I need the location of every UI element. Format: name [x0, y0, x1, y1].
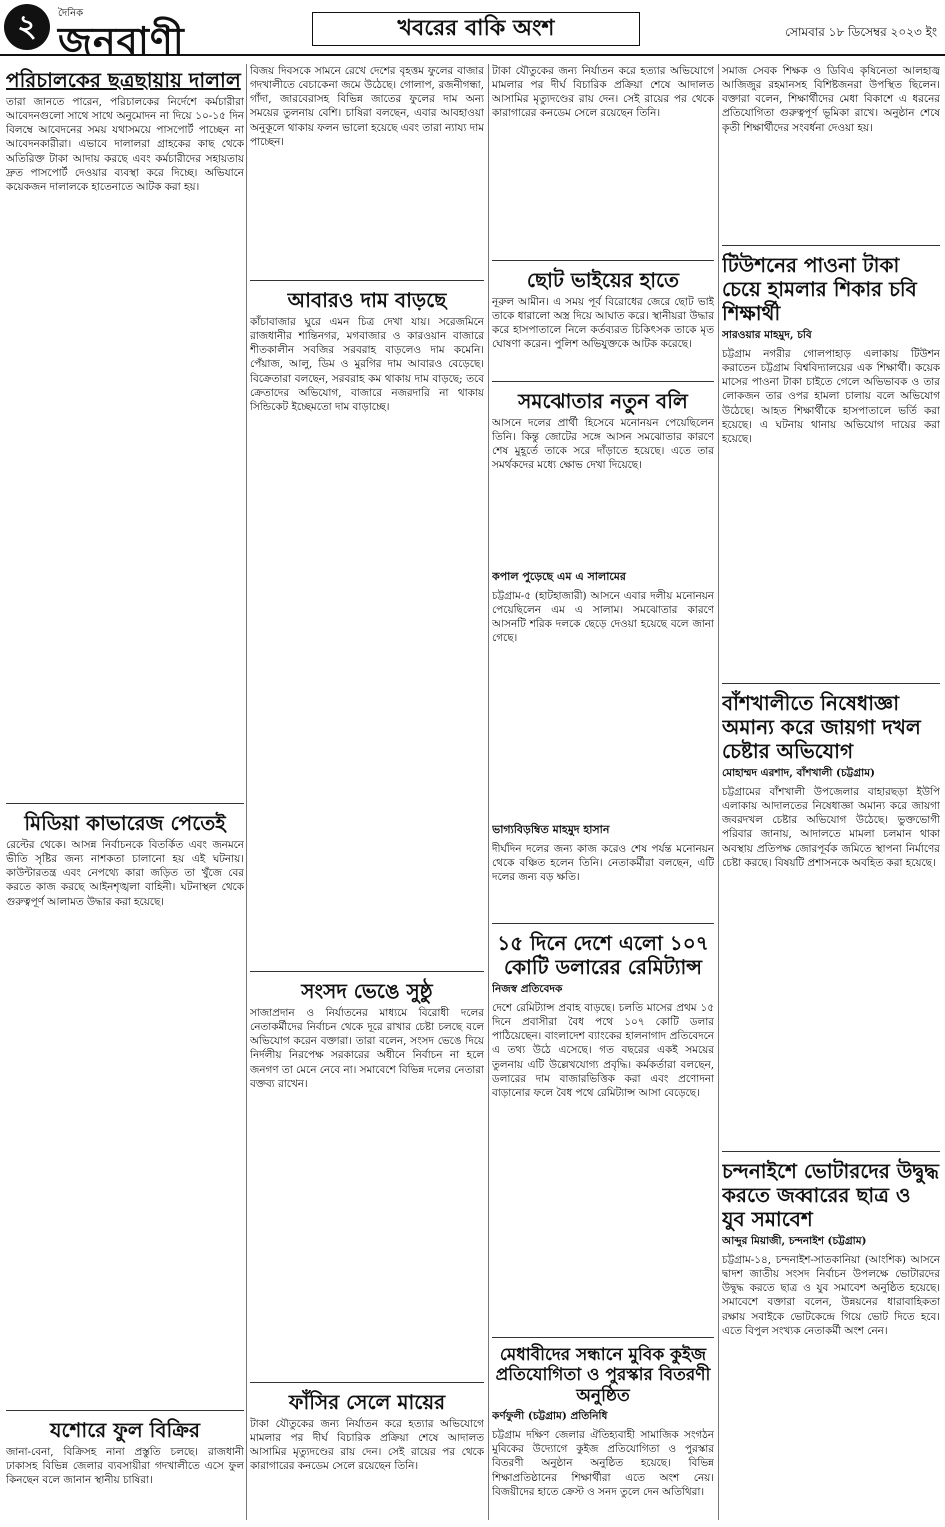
- article-remittance: [492, 923, 714, 1331]
- article-body: নূরুল আমীন। এ সময় পূর্ব বিরোধের জেরে ছোট ভাই তাকে ধারালো অস্ত্র দিয়ে আঘাত করে। স্থানীয়রা উদ্ধার করে হাসপাতালে নিলে কর্তব্যরত চিকিৎসক তাকে মৃত ঘোষণা করেন। পুলিশ অভিযুক্তকে আটক করেছে।: [492, 296, 714, 351]
- article-byline: আব্দুর মিয়াজী, চন্দনাইশ (চট্টগ্রাম): [722, 1235, 867, 1247]
- article-headline: আবারও দাম বাড়ছে: [287, 288, 447, 312]
- article-byline: কর্ণফুলী (চট্টগ্রাম) প্রতিনিধি: [492, 1410, 608, 1423]
- article-body: টাকা যৌতুকের জন্য নির্যাতন করে হত্যার অভিযোগে মামলার পর দীর্ঘ বিচারিক প্রক্রিয়া শেষে আদালত আসামির মৃত্যুদণ্ডের রায় দেন। সেই রায়ের পর থেকে কারাগারের কনডেম সেলে রয়েছেন তিনি।: [250, 1418, 484, 1473]
- article-students: [722, 64, 940, 239]
- article-headline: মিডিয়া কাভারেজ পেতেই: [24, 811, 226, 835]
- article-body: চট্টগ্রাম-৫ (হাটহাজারী) আসনে এবার দলীয় মনোনয়ন পেয়েছিলেন এম এ সালাম। সমঝোতার কারণে আসনটি শরিক দলকে ছেড়ে দেওয়া হয়েছে বলে জানা গেছে।: [492, 590, 714, 645]
- article-body: বিজয় দিবসকে সামনে রেখে দেশের বৃহত্তম ফুলের বাজার গদখালীতে বেচাকেনা জমে উঠেছে। গোলাপ, রজনীগন্ধা, গাঁদা, জারবেরাসহ বিভিন্ন জাতের ফুলের দাম অন্য সময়ের তুলনায় বেশি। চাষিরা বলছেন, এবার আবহাওয়া অনুকূলে থাকায় ফলন ভালো হয়েছে এবং তারা ন্যায্য দাম পাচ্ছেন।: [250, 65, 484, 148]
- paper-name-prefix: দৈনিক: [58, 8, 84, 19]
- article-body: চট্টগ্রাম-১৪, চন্দনাইশ-সাতকানিয়া (আংশিক) আসনে দ্বাদশ জাতীয় সংসদ নির্বাচন উপলক্ষে ভোটারদের উদ্বুদ্ধ করতে ছাত্র ও যুব সমাবেশ অনুষ্ঠিত হয়েছে। সমাবেশে বক্তারা বলেন, উন্নয়নের ধারাবাহিকতা রক্ষায় সবাইকে ভোটকেন্দ্রে গিয়ে ভোট দিতে হবে। এতে বিপুল সংখ্যক নেতাকর্মী অংশ নেন।: [722, 1254, 940, 1337]
- article-brother: [492, 260, 714, 375]
- article-chandanaish: [722, 1151, 940, 1338]
- article-headline: সংসদ ভেঙে সুষ্ঠু: [301, 979, 433, 1003]
- column-3: [492, 64, 714, 1524]
- page-number: ২: [4, 4, 50, 50]
- article-headline: বাঁশখালীতে নিষেধাজ্ঞা অমান্য করে জায়গা দখল চেষ্টার অভিযোগ: [722, 691, 921, 763]
- article-body: সাজাপ্রদান ও নির্যাতনের মাধ্যমে বিরোধী দলের নেতাকর্মীদের নির্বাচন থেকে দূরে রাখার চেষ্টা চলছে বলে অভিযোগ করেন বক্তারা। তারা বলেন, সংসদ ভেঙে দিয়ে নির্দলীয় নিরপেক্ষ সরকারের অধীনে নির্বাচন না হলে জনগণ তা মেনে নেবে না। সমাবেশে বিভিন্ন দলের নেতারা বক্তব্য রাখেন।: [250, 1007, 484, 1090]
- article-headline: সমঝোতার নতুন বলি: [518, 389, 688, 413]
- article-prison: [492, 64, 714, 254]
- article-body: চট্টগ্রাম নগরীর গোলপাহাড় এলাকায় টিউশন করাতেন চট্টগ্রাম বিশ্ববিদ্যালয়ের এক শিক্ষার্থী। কয়েক মাসের পাওনা টাকা চাইতে গেলে অভিভাবক ও তার লোকজন তার ওপর হামলা চালায় বলে অভিযোগ উঠেছে। আহত শিক্ষার্থীকে হাসপাতালে ভর্তি করা হয়েছে। এ ঘটনায় থানায় অভিযোগ দায়ের করা হয়েছে।: [722, 348, 940, 445]
- article-subhead: কপাল পুড়েছে এম এ সালামের: [492, 570, 626, 583]
- section-title: খবরের বাকি অংশ: [312, 12, 640, 46]
- article-mother: [250, 1382, 484, 1474]
- article-headline: মেধাবীদের সন্ধানে মুবিক কুইজ প্রতিযোগিতা ও পুরস্কার বিতরণী অনুষ্ঠিত: [495, 1345, 711, 1406]
- article-body: চট্টগ্রামের বাঁশখালী উপজেলার বাহারছড়া ইউপি এলাকায় আদালতের নিষেধাজ্ঞা অমান্য করে জায়গা জবরদখল চেষ্টার অভিযোগ উঠেছে। ভুক্তভোগী পরিবার জানায়, আদালতে মামলা চলমান থাকা অবস্থায় প্রতিপক্ষ জোরপূর্বক জমিতে স্থাপনা নির্মাণের চেষ্টা করছে। বিষয়টি প্রশাসনকে অবহিত করা হয়েছে।: [722, 786, 940, 869]
- article-body: জানা-বেনা, বিক্রিসহ নানা প্রস্তুতি চলছে। রাজধানী ঢাকাসহ বিভিন্ন জেলার ব্যবসায়ীরা গদখালীতে এসে ফুল কিনছেন বলে জানান স্থানীয় চাষিরা।: [6, 1446, 244, 1487]
- article-headline: ১৫ দিনে দেশে এলো ১০৭ কোটি ডলারের রেমিট্যান্স: [497, 931, 709, 979]
- article-bashkhali: [722, 683, 940, 1145]
- article-media: [6, 803, 244, 1404]
- article-passport: [6, 68, 244, 797]
- article-parliament: [250, 971, 484, 1376]
- article-headline: ছোট ভাইয়ের হাতে: [526, 268, 680, 292]
- masthead: [0, 0, 945, 63]
- article-byline: নিজস্ব প্রতিবেদক: [492, 983, 563, 995]
- article-headline: ফাঁসির সেলে মায়ের: [288, 1390, 446, 1414]
- article-tuition: [722, 245, 940, 677]
- article-body: কাঁচাবাজার ঘুরে এমন চিত্র দেখা যায়। সরেজমিনে রাজধানীর শান্তিনগর, মগবাজার ও কারওয়ান বাজারে শীতকালীন সবজির সরবরাহ বাড়লেও দাম কমেনি। পেঁয়াজ, আলু, ডিম ও মুরগির দাম আবারও বেড়েছে। বিক্রেতারা বলছেন, সরবরাহ কম থাকায় দাম বাড়ছে; তবে ক্রেতাদের অভিযোগ, বাজারে নজরদারি না থাকায় সিন্ডিকেট ইচ্ছেমতো দাম বাড়াচ্ছে।: [250, 316, 484, 413]
- article-byline: মোহাম্মদ এরশাদ, বাঁশখালী (চট্টগ্রাম): [722, 767, 876, 779]
- column-1: [6, 64, 244, 1524]
- article-prices: [250, 280, 484, 965]
- article-quiz: [492, 1337, 714, 1499]
- paper-name-logo: জনবাণী: [58, 18, 185, 63]
- column-rule: [718, 64, 719, 1520]
- article-body: সমাজ সেবক শিক্ষক ও ডিবিএ কৃষিনেতা আলহাজ্ব আজিজুর রহমানসহ বিশিষ্টজনরা উপস্থিত ছিলেন। বক্তারা বলেন, শিক্ষার্থীদের মেধা বিকাশে এ ধরনের প্রতিযোগিতা গুরুত্বপূর্ণ ভূমিকা রাখে। অনুষ্ঠান শেষে কৃতী শিক্ষার্থীদের সংবর্ধনা দেওয়া হয়।: [722, 65, 940, 134]
- column-rule: [246, 64, 247, 1520]
- article-headline: টিউশনের পাওনা টাকা চেয়ে হামলার শিকার চবি শিক্ষার্থী: [722, 253, 917, 325]
- article-flower-market: [250, 64, 484, 274]
- article-subhead: ভাগ্যবিড়ম্বিত মাহমুদ হাসান: [492, 823, 610, 836]
- article-body: দেশে রেমিট্যান্স প্রবাহ বাড়ছে। চলতি মাসের প্রথম ১৫ দিনে প্রবাসীরা বৈধ পথে ১০৭ কোটি ডলার পাঠিয়েছেন। বাংলাদেশ ব্যাংকের হালনাগাদ প্রতিবেদনে এ তথ্য উঠে এসেছে। গত বছরের একই সময়ের তুলনায় এটি উল্লেখযোগ্য প্রবৃদ্ধি। কর্মকর্তারা বলছেন, ডলারের দাম বাজারভিত্তিক করা এবং প্রণোদনা বাড়ানোর ফলে বৈধ পথে রেমিট্যান্স আসা বেড়েছে।: [492, 1002, 714, 1099]
- article-jessore: [6, 1410, 244, 1487]
- article-byline: সারওয়ার মাহমুদ, চবি: [722, 329, 812, 341]
- article-headline: চন্দনাইশে ভোটারদের উদ্বুদ্ধ করতে জব্বারের ছাত্র ও যুব সমাবেশ: [722, 1159, 939, 1231]
- column-2: [250, 64, 484, 1524]
- article-headline: যশোরে ফুল বিক্রির: [50, 1418, 200, 1442]
- column-4: [722, 64, 940, 1524]
- column-rule: [488, 64, 489, 1520]
- article-body: তারা জানতে পারেন, পরিচালকের নির্দেশে কর্মচারীরা আবেদনগুলো সাথে সাথে অনুমোদন না দিয়ে ১০-১৫ দিন বিলম্বে আবেদনের সময় যথাসময়ে পাসপোর্ট পাচ্ছেন না আবেদনকারীরা। এভাবে দালালরা গ্রাহকের কাছ থেকে অতিরিক্ত টাকা আদায় করছে এবং কর্মচারীদের সহায়তায় দ্রুত পাসপোর্ট দেওয়ার ব্যবস্থা করে দিচ্ছে। অভিযানে কয়েকজন দালালকে হাতেনাতে আটক করা হয়।: [6, 96, 244, 193]
- article-body: আসনে দলের প্রার্থী হিসেবে মনোনয়ন পেয়েছিলেন তিনি। কিন্তু জোটের সঙ্গে আসন সমঝোতার কারণে শেষ মুহূর্তে তাকে সরে দাঁড়াতে হয়েছে। এতে তার সমর্থকদের মধ্যে ক্ষোভ দেখা দিয়েছে।: [492, 417, 714, 472]
- article-body: রেল্টের থেকে। আসন্ন নির্বাচনকে বিতর্কিত এবং জনমনে ভীতি সৃষ্টির জন্য নাশকতা চালানো হয় এই ঘটনায়। কাউন্টারতন্ত্র এবং নেপথ্যে কারা জড়িত তা খুঁজে বের করতে কাজ করছে আইনশৃঙ্খলা বাহিনী। ঘটনাস্থল থেকে গুরুত্বপূর্ণ আলামত উদ্ধার করা হয়েছে।: [6, 839, 244, 908]
- article-headline: পরিচালকের ছত্রছায়ায় দালাল: [6, 68, 241, 92]
- article-body: চট্টগ্রাম দক্ষিণ জেলার ঐতিহ্যবাহী সামাজিক সংগঠন মুবিকের উদ্যোগে কুইজ প্রতিযোগিতা ও পুরস্কার বিতরণী অনুষ্ঠান অনুষ্ঠিত হয়েছে। বিভিন্ন শিক্ষাপ্রতিষ্ঠানের শিক্ষার্থীরা এতে অংশ নেয়। বিজয়ীদের হাতে ক্রেস্ট ও সনদ তুলে দেন অতিথিরা।: [492, 1429, 714, 1498]
- article-body: দীর্ঘদিন দলের জন্য কাজ করেও শেষ পর্যন্ত মনোনয়ন থেকে বঞ্চিত হলেন তিনি। নেতাকর্মীরা বলছেন, এটি দলের জন্য বড় ক্ষতি।: [492, 843, 714, 884]
- publication-date: সোমবার ১৮ ডিসেম্বর ২০২৩ ইং: [785, 25, 937, 39]
- article-compromise: [492, 381, 714, 917]
- article-body: টাকা যৌতুকের জন্য নির্যাতন করে হত্যার অভিযোগে মামলার পর দীর্ঘ বিচারিক প্রক্রিয়া শেষে আদালত আসামির মৃত্যুদণ্ডের রায় দেন। সেই রায়ের পর থেকে কারাগারের কনডেম সেলে রয়েছেন তিনি।: [492, 65, 714, 120]
